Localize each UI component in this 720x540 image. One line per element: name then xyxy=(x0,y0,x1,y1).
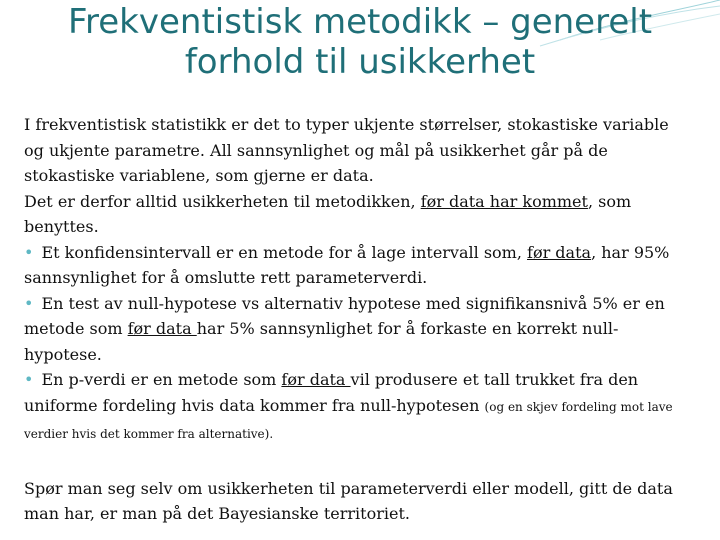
second-text-before: Det er derfor alltid usikkerheten til metodikken, xyxy=(24,191,421,211)
title-line-1: Frekventistisk metodikk – generelt xyxy=(67,2,653,42)
bullet-item-2 xyxy=(24,291,688,368)
bullet-2-after: har 5% sannsynlighet for å forkaste en korrekt null-hypotese. xyxy=(24,319,619,364)
bullet-2-before: En test av null-hypotese vs alternativ hypotese med signifikansnivå 5% er en metode som xyxy=(24,293,665,338)
second-text-underlined: før data har kommet xyxy=(420,191,588,211)
closing-paragraph: Spør man seg selv om usikkerheten til parameterverdi eller modell, gitt de data man har, er man på det Bayesianske territoriet. xyxy=(24,478,673,523)
bullet-1-after: , har 95% sannsynlighet for å omslutte rett parameterverdi. xyxy=(24,242,670,287)
second-text-after: , som benyttes. xyxy=(24,191,632,236)
bullet-dot-icon: • xyxy=(24,370,34,389)
bullet-3-after: vil produsere et tall trukket fra den uniforme fordeling hvis data kommer fra null-hypotesen xyxy=(24,370,639,415)
bullet-3-underlined: før data xyxy=(281,370,351,389)
spacer xyxy=(24,448,688,476)
bullet-dot-icon: • xyxy=(24,242,34,262)
bullet-item-1 xyxy=(24,240,688,291)
bullet-3-before: En p-verdi er en metode som xyxy=(41,370,282,389)
bullet-3-small-note: (og en skjev fordeling mot lave verdier hvis det kommer fra alternative). xyxy=(24,399,673,441)
bullet-dot-icon: • xyxy=(24,293,34,313)
slide-title xyxy=(0,2,720,82)
second-paragraph xyxy=(24,189,688,240)
bullet-2-underlined: før data xyxy=(127,319,197,338)
bullet-1-before: Et konfidensintervall er en metode for å lage intervall som, xyxy=(41,242,528,262)
intro-paragraph: I frekventistisk statistikk er det to typer ukjente størrelser, stokastiske variable og ukjente parametre. All sannsynlighet og mål på usikkerhet går på de stokastiske variablene, som gjerne er data. xyxy=(24,115,669,185)
slide-body xyxy=(24,112,688,527)
title-line-2: forhold til usikkerhet xyxy=(184,42,536,82)
bullet-item-3 xyxy=(24,367,688,448)
bullet-1-underlined: før data xyxy=(527,242,592,262)
